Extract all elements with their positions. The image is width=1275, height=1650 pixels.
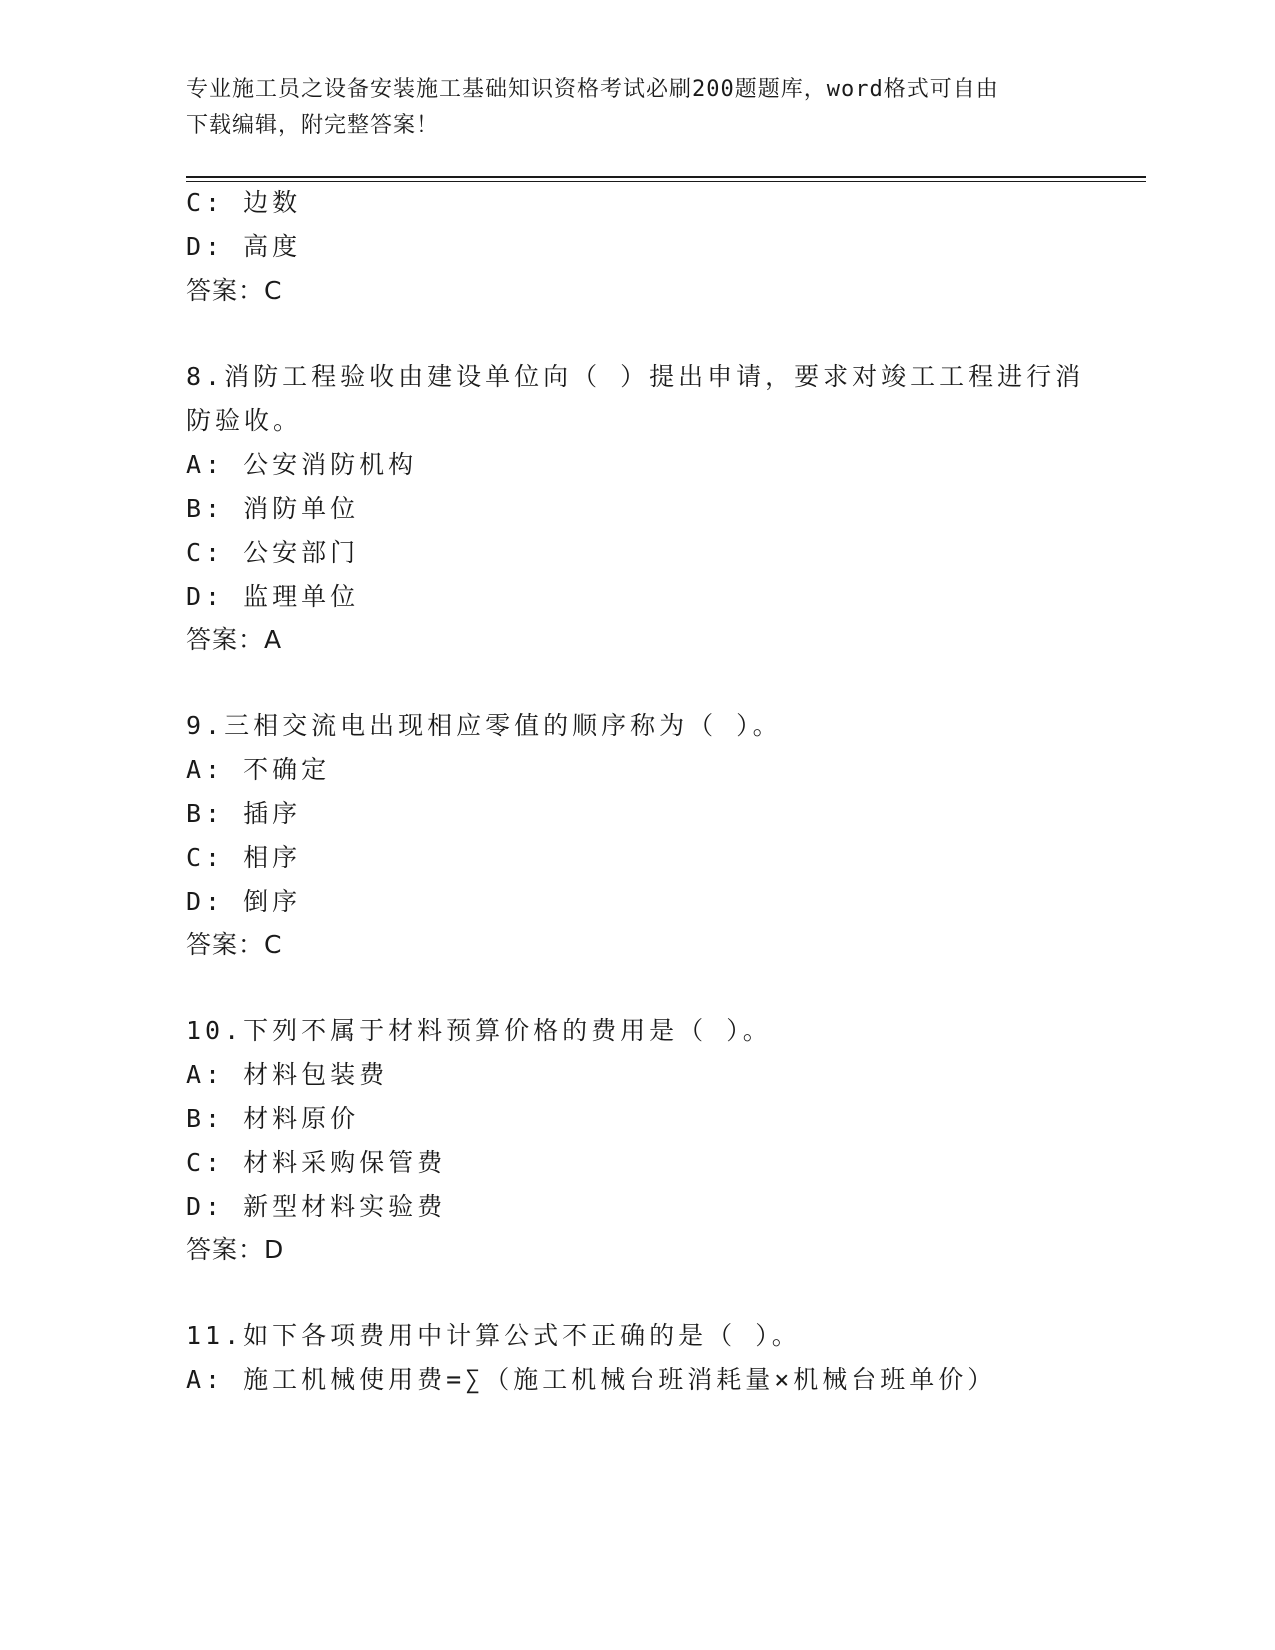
question-10-answer: 答案：D xyxy=(186,1235,285,1264)
question-9-stem-line-1: 9.三相交流电出现相应零值的顺序称为（ ）。 xyxy=(186,711,782,740)
prev-question-answer: 答案：C xyxy=(186,276,283,305)
header-divider-thick xyxy=(186,176,1146,178)
question-8-option-c: C: 公安部门 xyxy=(186,538,360,567)
question-8-answer: 答案：A xyxy=(186,625,283,654)
question-10-option-c: C: 材料采购保管费 xyxy=(186,1148,447,1177)
prev-question-option-d: D: 高度 xyxy=(186,232,302,261)
question-10-option-d: D: 新型材料实验费 xyxy=(186,1192,447,1221)
document-title-line-2: 下载编辑，附完整答案！ xyxy=(186,113,440,138)
question-10-option-b: B: 材料原价 xyxy=(186,1104,360,1133)
question-8-option-b: B: 消防单位 xyxy=(186,494,360,523)
header-divider-thin xyxy=(186,181,1146,182)
question-8-stem-line-1: 8.消防工程验收由建设单位向（ ）提出申请，要求对竣工工程进行消 xyxy=(186,362,1085,391)
question-8-stem-line-2: 防验收。 xyxy=(186,406,303,435)
document-title xyxy=(186,72,1086,144)
prev-question-option-c: C: 边数 xyxy=(186,188,302,217)
question-10-option-a: A: 材料包装费 xyxy=(186,1060,389,1089)
document-title-line-1: 专业施工员之设备安装施工基础知识资格考试必刷200题题库，word格式可自由 xyxy=(186,77,999,102)
question-10-stem-line-1: 10.下列不属于材料预算价格的费用是（ ）。 xyxy=(186,1016,772,1045)
question-9-option-b: B: 插序 xyxy=(186,799,302,828)
question-8-option-d: D: 监理单位 xyxy=(186,582,360,611)
question-9-option-d: D: 倒序 xyxy=(186,887,302,916)
question-9-answer: 答案：C xyxy=(186,930,283,959)
question-8-option-a: A: 公安消防机构 xyxy=(186,450,418,479)
question-9-option-a: A: 不确定 xyxy=(186,755,331,784)
question-9-option-c: C: 相序 xyxy=(186,843,302,872)
question-11-stem-line-1: 11.如下各项费用中计算公式不正确的是（ ）。 xyxy=(186,1321,801,1350)
question-11-option-a: A: 施工机械使用费=∑（施工机械台班消耗量×机械台班单价） xyxy=(186,1365,997,1394)
